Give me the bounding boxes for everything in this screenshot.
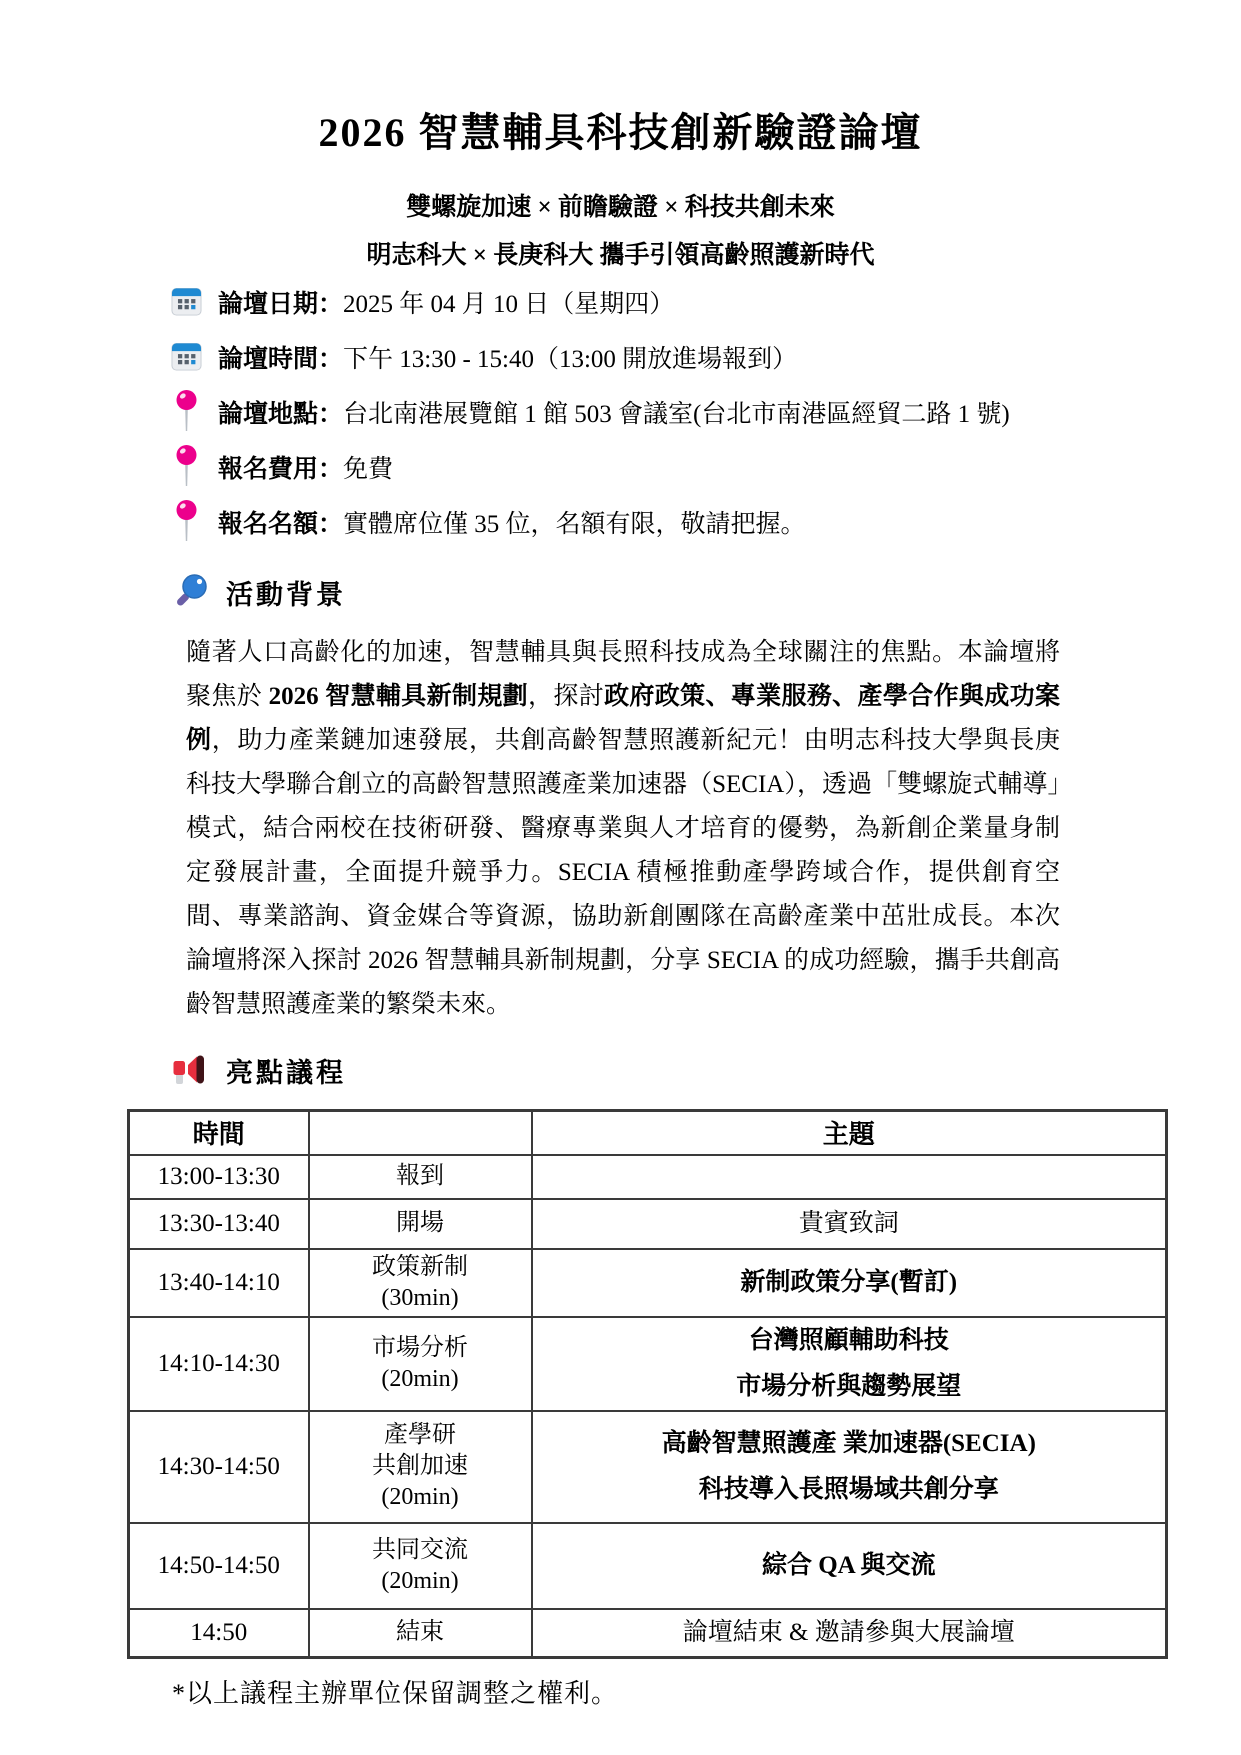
event-details-list bbox=[168, 274, 1241, 549]
stage-line: (20min) bbox=[381, 1567, 459, 1594]
topic-line: 高齡智慧照護產 業加速器(SECIA) bbox=[661, 1429, 1036, 1457]
cell-topic bbox=[532, 1155, 1167, 1199]
table-row bbox=[129, 1199, 1167, 1249]
section-background-header bbox=[172, 569, 1241, 615]
topic-line: 市場分析與趨勢展望 bbox=[736, 1372, 962, 1400]
detail-label: 論壇時間： bbox=[218, 345, 344, 373]
detail-value: 下午 13:30 - 15:40（13:00 開放進場報到） bbox=[343, 345, 798, 373]
cell-topic: 新制政策分享(暫訂) bbox=[532, 1249, 1167, 1317]
cell-time: 14:10-14:30 bbox=[129, 1317, 309, 1411]
background-paragraph bbox=[186, 631, 1060, 1027]
detail-label: 報名名額： bbox=[218, 510, 344, 538]
table-row bbox=[129, 1155, 1167, 1199]
cell-topic: 貴賓致詞 bbox=[532, 1199, 1167, 1249]
paragraph-run-bold: 政府政策、專業服務、產學合作與成功案例 bbox=[186, 683, 1060, 754]
paragraph-run-bold: 2026 智慧輔具新制規劃 bbox=[268, 683, 529, 710]
cell-time: 14:50-14:50 bbox=[129, 1523, 309, 1609]
section-title: 活動背景 bbox=[226, 579, 346, 610]
subtitle-slogan: 雙螺旋加速 × 前瞻驗證 × 科技共創未來 bbox=[406, 194, 835, 221]
page-title: 2026 智慧輔具科技創新驗證論壇 bbox=[318, 110, 923, 155]
stage-line: 市場分析 bbox=[372, 1334, 468, 1361]
cell-stage: 報到 bbox=[309, 1155, 532, 1199]
cell-time: 13:40-14:10 bbox=[129, 1249, 309, 1317]
cell-stage bbox=[309, 1249, 532, 1317]
table-row bbox=[129, 1317, 1167, 1411]
detail-value: 實體席位僅 35 位，名額有限，敬請把握。 bbox=[343, 510, 806, 538]
detail-row-location bbox=[168, 384, 1241, 439]
magnifier-icon bbox=[172, 572, 210, 612]
section-agenda-header bbox=[172, 1047, 1241, 1093]
cell-stage: 開場 bbox=[309, 1199, 532, 1249]
detail-row-time bbox=[168, 329, 1241, 384]
table-row bbox=[129, 1411, 1167, 1523]
table-row bbox=[129, 1523, 1167, 1609]
stage-line: (20min) bbox=[381, 1365, 459, 1392]
cell-stage bbox=[309, 1411, 532, 1523]
cell-stage: 結束 bbox=[309, 1609, 532, 1658]
column-header-topic: 主題 bbox=[532, 1111, 1167, 1155]
stage-line: 共同交流 bbox=[372, 1536, 468, 1563]
cell-time: 13:00-13:30 bbox=[129, 1155, 309, 1199]
cell-time: 14:30-14:50 bbox=[129, 1411, 309, 1523]
paragraph-run: 隨著人口高齡化的加速，智慧輔具與長照科技成為全球關注的焦點。本論壇將聚焦於 bbox=[186, 639, 1060, 710]
cell-topic bbox=[532, 1411, 1167, 1523]
calendar-icon bbox=[168, 333, 204, 381]
cell-time: 13:30-13:40 bbox=[129, 1199, 309, 1249]
agenda-header-row bbox=[129, 1111, 1167, 1155]
detail-row-date bbox=[168, 274, 1241, 329]
paragraph-run: ，探討 bbox=[528, 683, 605, 710]
detail-value: 台北南港展覽館 1 館 503 會議室(台北市南港區經貿二路 1 號) bbox=[343, 400, 1010, 428]
stage-line: 政策新制 bbox=[372, 1253, 468, 1280]
column-header-stage bbox=[309, 1111, 532, 1155]
cell-topic bbox=[532, 1317, 1167, 1411]
pushpin-icon bbox=[168, 388, 204, 436]
column-header-time: 時間 bbox=[129, 1111, 309, 1155]
stage-line: (30min) bbox=[381, 1284, 459, 1311]
cell-stage bbox=[309, 1317, 532, 1411]
cell-stage bbox=[309, 1523, 532, 1609]
agenda-footnote: *以上議程主辦單位保留調整之權利。 bbox=[172, 1678, 619, 1708]
megaphone-icon bbox=[172, 1050, 210, 1090]
topic-line: 科技導入長照場域共創分享 bbox=[698, 1475, 999, 1503]
cell-topic: 論壇結束 & 邀請參與大展論壇 bbox=[532, 1609, 1167, 1658]
detail-label: 論壇地點： bbox=[218, 400, 344, 428]
table-row bbox=[129, 1609, 1167, 1658]
detail-row-quota bbox=[168, 494, 1241, 549]
detail-label: 論壇日期： bbox=[218, 290, 344, 318]
subtitle-partners: 明志科大 × 長庚科大 攜手引領高齡照護新時代 bbox=[366, 242, 875, 269]
calendar-icon bbox=[168, 278, 204, 326]
paragraph-run: ，助力產業鏈加速發展，共創高齡智慧照護新紀元！由明志科技大學與長庚科技大學聯合創立的高齡智慧照護產業加速器（SECIA），透過「雙螺旋式輔導」模式，結合兩校在技術研發、醫療專業與人才培育的優勢，為新創企業量身制定發展計畫，全面提升競爭力。SECIA 積極推動產學跨域合作，提供創育空間、專業諮詢、資金媒合等資源，協助新創團隊在高齡產業中茁壯成長。本次論壇將深入探討 2026 智慧輔具新制規劃，分享 SECIA 的成功經驗，攜手共創高齡智慧照護產業的繁榮未來。 bbox=[186, 727, 1060, 1018]
detail-value: 免費 bbox=[343, 455, 394, 483]
stage-line: 產學研 bbox=[384, 1422, 456, 1448]
topic-line: 台灣照顧輔助科技 bbox=[748, 1326, 949, 1354]
stage-line: (20min) bbox=[381, 1484, 459, 1510]
detail-row-fee bbox=[168, 439, 1241, 494]
section-title: 亮點議程 bbox=[226, 1057, 346, 1088]
table-row bbox=[129, 1249, 1167, 1317]
cell-topic: 綜合 QA 與交流 bbox=[532, 1523, 1167, 1609]
detail-label: 報名費用： bbox=[218, 455, 344, 483]
detail-value: 2025 年 04 月 10 日（星期四） bbox=[343, 290, 675, 318]
pushpin-icon bbox=[168, 443, 204, 491]
agenda-table bbox=[127, 1109, 1168, 1659]
pushpin-icon bbox=[168, 498, 204, 546]
cell-time: 14:50 bbox=[129, 1609, 309, 1658]
stage-line: 共創加速 bbox=[372, 1453, 468, 1479]
